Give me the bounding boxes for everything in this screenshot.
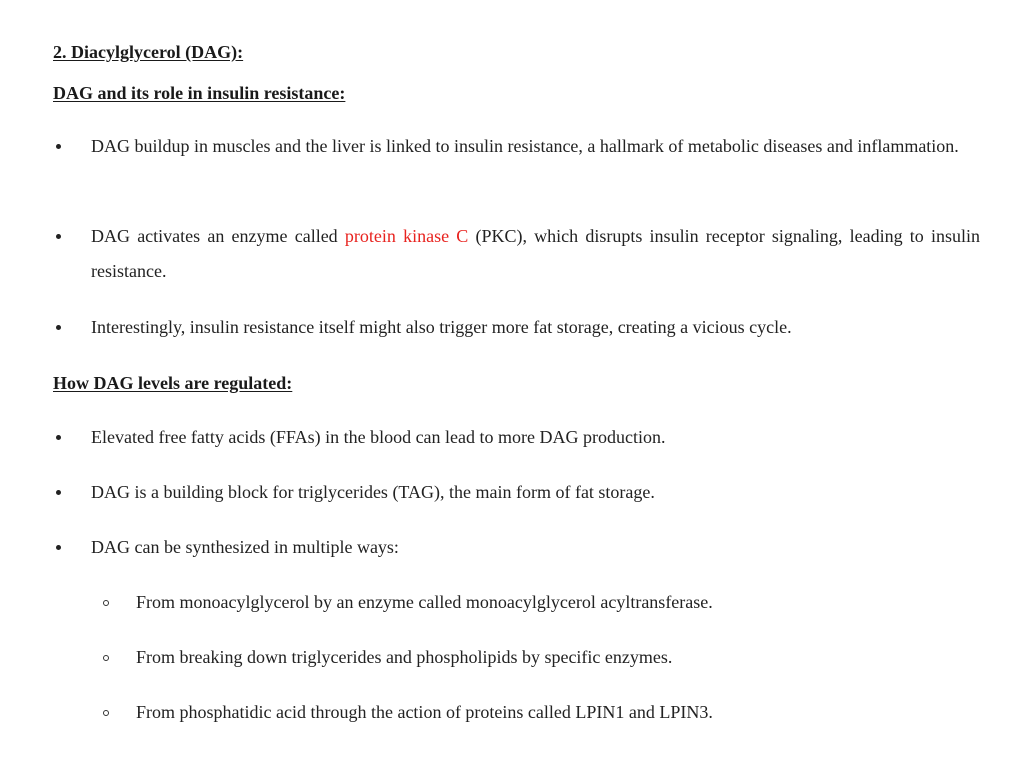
list-item <box>53 310 980 345</box>
list-item-text: Interestingly, insulin resistance itself might also trigger more fat storage, creating a vicious cycle. <box>91 317 792 337</box>
list-item <box>53 530 980 565</box>
hollow-bullet-icon <box>103 600 109 606</box>
list-item-text: DAG buildup in muscles and the liver is linked to insulin resistance, a hallmark of metabolic diseases and inflammation. <box>91 136 959 156</box>
list-item <box>53 219 980 289</box>
hollow-bullet-icon <box>103 710 109 716</box>
hollow-bullet-icon <box>103 655 109 661</box>
bullet-icon <box>56 234 61 239</box>
bullet-icon <box>56 144 61 149</box>
sub-list-item <box>103 695 973 730</box>
section-title: 2. Diacylglycerol (DAG): <box>53 42 244 62</box>
list-item-text: DAG can be synthesized in multiple ways: <box>91 537 399 557</box>
sub-list-item <box>103 585 973 620</box>
subsection-heading-role: DAG and its role in insulin resistance: <box>53 83 346 103</box>
text-segment: (PKC), which disrupts insulin receptor signaling, leading to insulin resistance. <box>91 226 980 281</box>
bullet-icon <box>56 435 61 440</box>
subsection-heading-regulation: How DAG levels are regulated: <box>53 373 293 393</box>
highlighted-term: protein kinase C <box>344 226 469 246</box>
sub-list-item-text: From breaking down triglycerides and phospholipids by specific enzymes. <box>136 647 673 667</box>
list-item-text: Elevated free fatty acids (FFAs) in the blood can lead to more DAG production. <box>91 427 666 447</box>
sub-list-item-text: From phosphatidic acid through the action of proteins called LPIN1 and LPIN3. <box>136 702 713 722</box>
bullet-icon <box>56 490 61 495</box>
list-item-text: DAG is a building block for triglycerides (TAG), the main form of fat storage. <box>91 482 655 502</box>
list-item <box>53 420 980 455</box>
list-item <box>53 475 980 510</box>
sub-list-item <box>103 640 973 675</box>
bullet-icon <box>56 325 61 330</box>
sub-list-item-text: From monoacylglycerol by an enzyme called monoacylglycerol acyltransferase. <box>136 592 713 612</box>
text-segment: DAG activates an enzyme called <box>91 226 345 246</box>
bullet-icon <box>56 545 61 550</box>
list-item <box>53 129 980 164</box>
list-item-text <box>91 219 980 289</box>
